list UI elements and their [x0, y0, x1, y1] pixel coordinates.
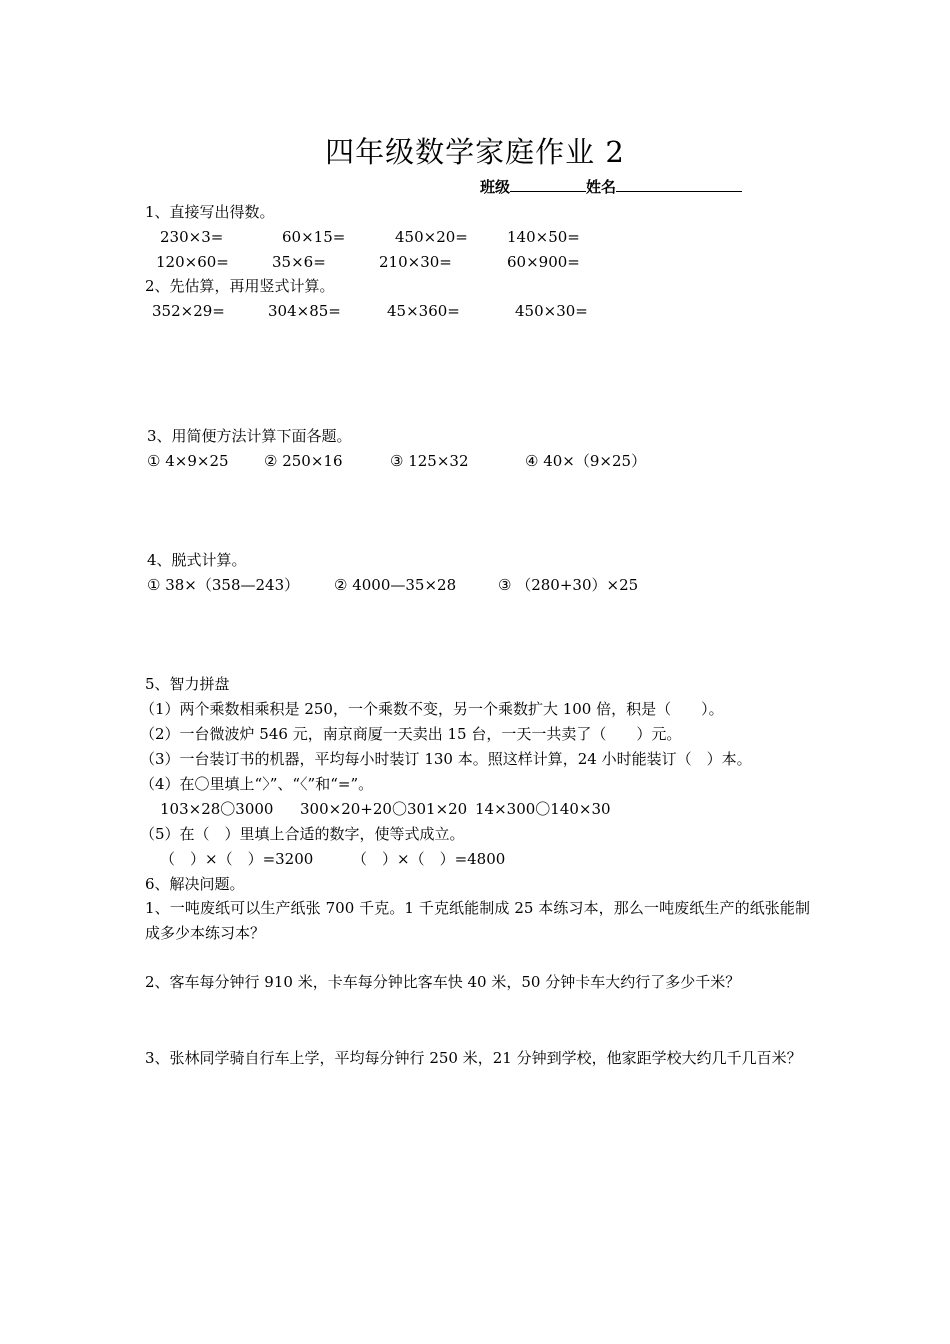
s2-item-2: 304×85=	[268, 302, 341, 320]
s2-item-1: 352×29=	[152, 302, 225, 320]
s5-question-2: （2）一台微波炉 546 元，南京商厦一天卖出 15 台，一天一共卖了（ ）元。	[140, 725, 682, 743]
page-title: 四年级数学家庭作业 2	[325, 135, 625, 169]
s4-item-1: ① 38×（358—243）	[147, 576, 300, 594]
s1-r1-item-4: 140×50=	[507, 228, 580, 246]
s3-item-2: ② 250×16	[264, 452, 343, 470]
s6-problem-3: 3、张林同学骑自行车上学，平均每分钟行 250 米，21 分钟到学校，他家距学校大约几千几百米？	[145, 1049, 802, 1067]
s1-r2-item-4: 60×900=	[507, 253, 580, 271]
s3-item-3: ③ 125×32	[390, 452, 469, 470]
section-1-heading: 1、直接写出得数。	[145, 203, 275, 221]
s5-q5-item-1: （ ）×（ ）=3200	[160, 850, 314, 868]
name-blank	[616, 177, 742, 192]
s1-r1-item-1: 230×3=	[160, 228, 224, 246]
section-2-heading: 2、先估算，再用竖式计算。	[145, 277, 335, 295]
s4-item-2: ② 4000—35×28	[334, 576, 457, 594]
s2-item-3: 45×360=	[387, 302, 460, 320]
s5-question-1: （1）两个乘数相乘积是 250，一个乘数不变，另一个乘数扩大 100 倍，积是（ ）。	[140, 700, 724, 718]
s6-problem-1: 1、一吨废纸可以生产纸张 700 千克。1 千克纸能制成 25 本练习本，那么一吨废纸生产的纸张能制成多少本练习本？	[145, 899, 810, 942]
s4-item-3: ③ （280+30）×25	[498, 576, 639, 594]
class-label: 班级	[480, 178, 511, 196]
s1-r1-item-3: 450×20=	[395, 228, 468, 246]
s3-item-1: ① 4×9×25	[147, 452, 229, 470]
s3-item-4: ④ 40×（9×25）	[525, 452, 647, 470]
section-6-heading: 6、解决问题。	[145, 875, 245, 893]
s1-r2-item-1: 120×60=	[156, 253, 229, 271]
class-name-line	[480, 177, 742, 197]
section-3-heading: 3、用简便方法计算下面各题。	[147, 427, 352, 445]
s1-r1-item-2: 60×15=	[282, 228, 346, 246]
s5-question-3: （3）一台装订书的机器，平均每小时装订 130 本。照这样计算，24 小时能装订（ ）本。	[140, 750, 752, 768]
s6-problem-2: 2、客车每分钟行 910 米，卡车每分钟比客车快 40 米，50 分钟卡车大约行了多少千米？	[145, 973, 741, 991]
s5-q4-item-2: 300×20+20〇301×20	[300, 800, 468, 818]
name-label: 姓名	[586, 178, 617, 196]
s5-q4-item-1: 103×28〇3000	[160, 800, 274, 818]
s1-r2-item-3: 210×30=	[379, 253, 452, 271]
section-4-heading: 4、脱式计算。	[147, 551, 247, 569]
s5-q4-item-3: 14×300〇140×30	[475, 800, 611, 818]
s5-question-4: （4）在〇里填上“〉”、“〈”和“=”。	[140, 775, 374, 793]
section-5-heading: 5、智力拼盘	[145, 675, 230, 693]
s5-q5-item-2: （ ）×（ ）=4800	[352, 850, 506, 868]
class-blank	[510, 177, 586, 192]
s1-r2-item-2: 35×6=	[272, 253, 326, 271]
s2-item-4: 450×30=	[515, 302, 588, 320]
s5-question-5: （5）在（ ）里填上合适的数字，使等式成立。	[140, 825, 465, 843]
